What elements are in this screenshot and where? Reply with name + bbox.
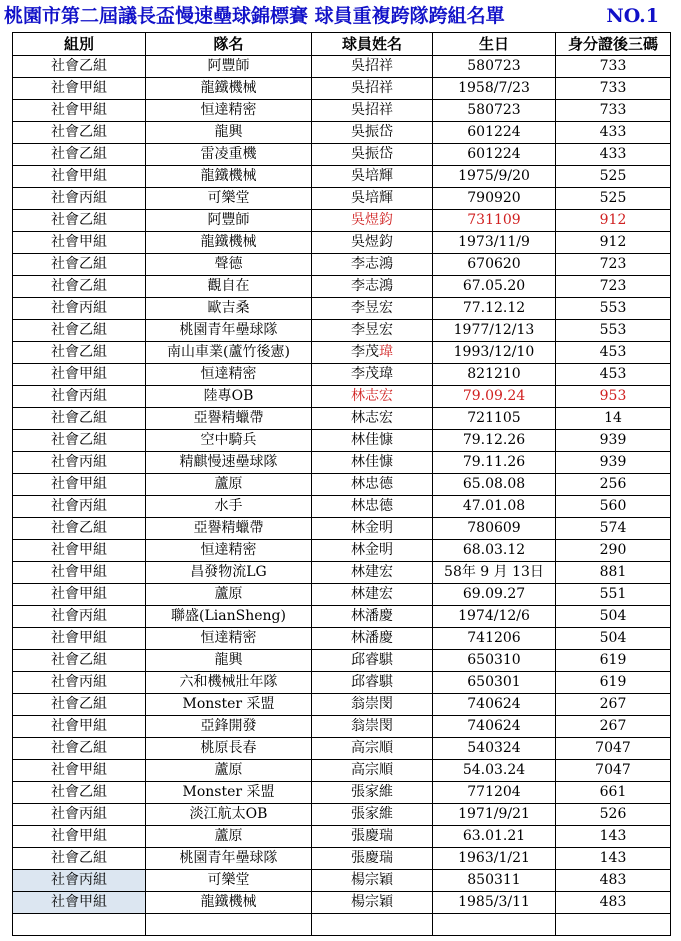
cell-team[interactable]: 昌發物流LG [146,562,312,584]
cell-id-last3[interactable]: 560 [556,496,671,518]
cell-team[interactable]: 蘆原 [146,760,312,782]
cell-id-last3[interactable]: 939 [556,430,671,452]
table-row [13,474,671,496]
cell-player-name[interactable] [312,342,433,364]
cell-birthday[interactable]: 740624 [433,694,556,716]
cell-id-last3[interactable]: 553 [556,298,671,320]
cell-birthday[interactable]: 1974/12/6 [433,606,556,628]
cell-id-last3[interactable]: 551 [556,584,671,606]
cell-group[interactable]: 社會甲組 [13,562,146,584]
cell-id-last3[interactable]: 912 [556,232,671,254]
cell-birthday[interactable]: 65.08.08 [433,474,556,496]
cell-group[interactable]: 社會丙組 [13,386,146,408]
cell-player-name[interactable]: 林潘慶 [312,628,433,650]
cell-player-name[interactable]: 吳煜鈞 [312,210,433,232]
table-row [13,848,671,870]
cell-id-last3[interactable]: 574 [556,518,671,540]
cell-team[interactable]: 龍鐵機械 [146,892,312,914]
column-header-id-last3[interactable]: 身分證後三碼 [556,33,671,56]
cell-team[interactable]: 聲德 [146,254,312,276]
cell-birthday[interactable]: 721105 [433,408,556,430]
cell-birthday[interactable]: 79.12.26 [433,430,556,452]
cell-team[interactable]: 龍鐵機械 [146,232,312,254]
column-header-group[interactable]: 組別 [13,33,146,56]
cell-team[interactable]: 桃原長春 [146,738,312,760]
cell-team[interactable]: 阿豐師 [146,210,312,232]
cell-id-last3[interactable]: 504 [556,606,671,628]
cell-group[interactable]: 社會丙組 [13,804,146,826]
cell-id-last3[interactable]: 733 [556,78,671,100]
cell-birthday[interactable]: 63.01.21 [433,826,556,848]
player-name-highlight-part: 瑋 [379,344,393,360]
cell-group[interactable]: 社會甲組 [13,628,146,650]
cell-player-name[interactable]: 吳培輝 [312,188,433,210]
cell-id-last3[interactable]: 526 [556,804,671,826]
cell-group[interactable]: 社會乙組 [13,738,146,760]
cell-team[interactable]: 可樂堂 [146,870,312,892]
cell-id-last3[interactable]: 733 [556,100,671,122]
empty-cell[interactable] [312,914,433,936]
column-header-player-name[interactable]: 球員姓名 [312,33,433,56]
cell-id-last3[interactable]: 267 [556,716,671,738]
table-row [13,782,671,804]
cell-team[interactable]: 阿豐師 [146,56,312,78]
cell-birthday[interactable]: 650310 [433,650,556,672]
cell-player-name[interactable]: 楊宗穎 [312,870,433,892]
player-name-part: 李茂 [351,344,379,360]
table-row [13,254,671,276]
cell-player-name[interactable]: 楊宗穎 [312,892,433,914]
cell-id-last3[interactable]: 453 [556,342,671,364]
cell-id-last3[interactable]: 290 [556,540,671,562]
table-row [13,606,671,628]
table-row [13,892,671,914]
table-row [13,166,671,188]
table-row [13,628,671,650]
cell-birthday[interactable]: 79.11.26 [433,452,556,474]
cell-group[interactable]: 社會乙組 [13,518,146,540]
cell-id-last3[interactable]: 14 [556,408,671,430]
cell-id-last3[interactable]: 525 [556,188,671,210]
cell-birthday[interactable]: 67.05.20 [433,276,556,298]
cell-team[interactable]: Monster 采盟 [146,782,312,804]
cell-birthday[interactable]: 540324 [433,738,556,760]
cell-id-last3[interactable]: 881 [556,562,671,584]
cell-birthday[interactable]: 580723 [433,100,556,122]
cell-birthday[interactable]: 740624 [433,716,556,738]
cell-team[interactable]: 精麒慢速壘球隊 [146,452,312,474]
cell-group[interactable]: 社會甲組 [13,760,146,782]
table-row [13,518,671,540]
cell-birthday[interactable]: 670620 [433,254,556,276]
table-row [13,430,671,452]
cell-player-name[interactable]: 吳招祥 [312,78,433,100]
cell-id-last3[interactable]: 483 [556,870,671,892]
table-row [13,650,671,672]
cell-group[interactable]: 社會乙組 [13,430,146,452]
table-row [13,826,671,848]
cell-id-last3[interactable]: 661 [556,782,671,804]
cell-group[interactable]: 社會丙組 [13,606,146,628]
title-number: NO.1 [606,5,659,27]
cell-player-name[interactable]: 高宗順 [312,738,433,760]
table-row [13,320,671,342]
cell-birthday[interactable]: 47.01.08 [433,496,556,518]
cell-group[interactable]: 社會乙組 [13,56,146,78]
cell-group[interactable]: 社會乙組 [13,144,146,166]
column-header-birthday[interactable]: 生日 [433,33,556,56]
cell-player-name[interactable]: 李茂瑋 [312,364,433,386]
table-row [13,716,671,738]
cell-id-last3[interactable]: 7047 [556,738,671,760]
cell-birthday[interactable]: 850311 [433,870,556,892]
cell-birthday[interactable]: 1985/3/11 [433,892,556,914]
cell-group[interactable]: 社會甲組 [13,474,146,496]
cell-player-name[interactable]: 林忠德 [312,474,433,496]
cell-birthday[interactable]: 780609 [433,518,556,540]
table-row [13,694,671,716]
table-row [13,672,671,694]
cell-id-last3[interactable]: 525 [556,166,671,188]
cell-team[interactable]: 桃園青年壘球隊 [146,848,312,870]
cell-group[interactable]: 社會乙組 [13,848,146,870]
cell-team[interactable]: 恒達精密 [146,100,312,122]
cell-group[interactable]: 社會甲組 [13,540,146,562]
cell-group[interactable]: 社會丙組 [13,672,146,694]
cell-team[interactable]: 歐吉桑 [146,298,312,320]
table-row [13,408,671,430]
cell-player-name[interactable]: 林佳慷 [312,430,433,452]
table-row [13,562,671,584]
cell-birthday[interactable]: 821210 [433,364,556,386]
empty-row [13,914,671,936]
cell-group[interactable]: 社會甲組 [13,100,146,122]
cell-group[interactable]: 社會丙組 [13,496,146,518]
cell-birthday[interactable]: 58年 9 月 13日 [433,562,556,584]
cell-player-name[interactable]: 吳振岱 [312,122,433,144]
cell-group[interactable]: 社會甲組 [13,892,146,914]
empty-cell[interactable] [556,914,671,936]
cell-team[interactable]: 可樂堂 [146,188,312,210]
table-row [13,232,671,254]
table-row [13,56,671,78]
cell-id-last3[interactable]: 267 [556,694,671,716]
cell-group[interactable]: 社會乙組 [13,276,146,298]
cell-birthday[interactable]: 1973/11/9 [433,232,556,254]
cell-id-last3[interactable]: 483 [556,892,671,914]
roster-table [12,32,671,936]
table-row [13,452,671,474]
cell-id-last3[interactable]: 953 [556,386,671,408]
cell-birthday[interactable]: 741206 [433,628,556,650]
cell-team[interactable]: 龍興 [146,650,312,672]
cell-player-name[interactable]: 林金明 [312,518,433,540]
cell-team[interactable]: 六和機械壯年隊 [146,672,312,694]
cell-birthday[interactable]: 650301 [433,672,556,694]
cell-group[interactable]: 社會甲組 [13,166,146,188]
table-row [13,100,671,122]
table-row [13,276,671,298]
cell-id-last3[interactable]: 619 [556,672,671,694]
empty-cell[interactable] [13,914,146,936]
table-row [13,804,671,826]
cell-birthday[interactable]: 54.03.24 [433,760,556,782]
cell-group[interactable]: 社會甲組 [13,584,146,606]
cell-team[interactable]: 水手 [146,496,312,518]
cell-birthday[interactable]: 580723 [433,56,556,78]
cell-team[interactable]: 觀自在 [146,276,312,298]
cell-player-name[interactable]: 林志宏 [312,408,433,430]
cell-player-name[interactable]: 吳培輝 [312,166,433,188]
empty-cell[interactable] [146,914,312,936]
cell-team[interactable]: 淡江航太OB [146,804,312,826]
cell-player-name[interactable]: 張慶瑞 [312,848,433,870]
cell-birthday[interactable]: 68.03.12 [433,540,556,562]
cell-player-name[interactable]: 林忠德 [312,496,433,518]
cell-group[interactable]: 社會乙組 [13,122,146,144]
cell-group[interactable]: 社會甲組 [13,364,146,386]
cell-group[interactable]: 社會乙組 [13,650,146,672]
cell-group[interactable]: 社會丙組 [13,452,146,474]
cell-group[interactable]: 社會甲組 [13,826,146,848]
cell-group[interactable]: 社會乙組 [13,254,146,276]
cell-id-last3[interactable]: 723 [556,254,671,276]
table-row [13,540,671,562]
cell-group[interactable]: 社會乙組 [13,408,146,430]
cell-id-last3[interactable]: 433 [556,122,671,144]
cell-team[interactable]: 聯盛(LianSheng) [146,606,312,628]
cell-birthday[interactable]: 1958/7/23 [433,78,556,100]
cell-team[interactable]: 龍興 [146,122,312,144]
cell-player-name[interactable]: 李志鴻 [312,254,433,276]
cell-id-last3[interactable]: 504 [556,628,671,650]
cell-group[interactable]: 社會丙組 [13,870,146,892]
cell-birthday[interactable]: 601224 [433,144,556,166]
sheet-title [0,0,681,32]
cell-player-name[interactable]: 吳招祥 [312,100,433,122]
cell-birthday[interactable]: 771204 [433,782,556,804]
cell-group[interactable]: 社會乙組 [13,694,146,716]
cell-team[interactable]: 空中騎兵 [146,430,312,452]
cell-group[interactable]: 社會丙組 [13,298,146,320]
cell-id-last3[interactable]: 143 [556,826,671,848]
cell-birthday[interactable]: 1977/12/13 [433,320,556,342]
cell-birthday[interactable]: 79.09.24 [433,386,556,408]
cell-id-last3[interactable]: 723 [556,276,671,298]
table-row [13,364,671,386]
cell-team[interactable]: 桃園青年壘球隊 [146,320,312,342]
cell-team[interactable]: 亞譽精蠟帶 [146,518,312,540]
cell-player-name[interactable]: 邱睿騏 [312,650,433,672]
column-header-team[interactable]: 隊名 [146,33,312,56]
cell-player-name[interactable]: 林志宏 [312,386,433,408]
roster-body [13,56,671,936]
cell-id-last3[interactable]: 733 [556,56,671,78]
table-row [13,870,671,892]
table-row [13,738,671,760]
cell-player-name[interactable]: 林金明 [312,540,433,562]
cell-id-last3[interactable]: 619 [556,650,671,672]
cell-birthday[interactable]: 77.12.12 [433,298,556,320]
cell-team[interactable]: 南山車業(蘆竹後憲) [146,342,312,364]
cell-team[interactable]: Monster 采盟 [146,694,312,716]
cell-id-last3[interactable]: 553 [556,320,671,342]
cell-player-name[interactable]: 吳煜鈞 [312,232,433,254]
cell-team[interactable]: 蘆原 [146,474,312,496]
cell-player-name[interactable]: 林潘慶 [312,606,433,628]
cell-player-name[interactable]: 林建宏 [312,584,433,606]
cell-player-name[interactable]: 翁崇閔 [312,716,433,738]
cell-player-name[interactable]: 吳振岱 [312,144,433,166]
cell-player-name[interactable]: 張家維 [312,804,433,826]
cell-id-last3[interactable]: 256 [556,474,671,496]
table-row [13,188,671,210]
cell-group[interactable]: 社會乙組 [13,342,146,364]
cell-birthday[interactable]: 1971/9/21 [433,804,556,826]
cell-id-last3[interactable]: 143 [556,848,671,870]
cell-id-last3[interactable]: 912 [556,210,671,232]
table-row [13,122,671,144]
cell-player-name[interactable]: 李昱宏 [312,320,433,342]
cell-group[interactable]: 社會乙組 [13,782,146,804]
cell-player-name[interactable]: 翁崇閔 [312,694,433,716]
cell-team[interactable]: 恒達精密 [146,628,312,650]
cell-team[interactable]: 龍鐵機械 [146,166,312,188]
cell-player-name[interactable]: 林佳慷 [312,452,433,474]
table-row [13,760,671,782]
cell-team[interactable]: 恒達精密 [146,364,312,386]
cell-group[interactable]: 社會乙組 [13,320,146,342]
cell-team[interactable]: 蘆原 [146,826,312,848]
cell-team[interactable]: 雷凌重機 [146,144,312,166]
cell-player-name[interactable]: 李昱宏 [312,298,433,320]
cell-birthday[interactable]: 790920 [433,188,556,210]
cell-player-name[interactable]: 林建宏 [312,562,433,584]
cell-birthday[interactable]: 69.09.27 [433,584,556,606]
cell-id-last3[interactable]: 453 [556,364,671,386]
cell-birthday[interactable]: 1963/1/21 [433,848,556,870]
title-text: 桃園市第二屆議長盃慢速壘球錦標賽 球員重複跨隊跨組名單 [4,5,505,27]
cell-group[interactable]: 社會乙組 [13,210,146,232]
empty-cell[interactable] [433,914,556,936]
cell-team[interactable]: 蘆原 [146,584,312,606]
header-row [13,33,671,56]
cell-birthday[interactable]: 731109 [433,210,556,232]
table-row [13,144,671,166]
cell-group[interactable]: 社會甲組 [13,232,146,254]
cell-birthday[interactable]: 601224 [433,122,556,144]
cell-birthday[interactable]: 1993/12/10 [433,342,556,364]
cell-id-last3[interactable]: 939 [556,452,671,474]
cell-id-last3[interactable]: 433 [556,144,671,166]
cell-group[interactable]: 社會甲組 [13,716,146,738]
table-row [13,78,671,100]
cell-group[interactable]: 社會甲組 [13,78,146,100]
table-row [13,342,671,364]
table-row [13,298,671,320]
cell-team[interactable]: 恒達精密 [146,540,312,562]
cell-player-name[interactable]: 吳招祥 [312,56,433,78]
cell-player-name[interactable]: 李志鴻 [312,276,433,298]
cell-team[interactable]: 亞譽精蠟帶 [146,408,312,430]
cell-group[interactable]: 社會丙組 [13,188,146,210]
cell-player-name[interactable]: 張家維 [312,782,433,804]
cell-team[interactable]: 陸專OB [146,386,312,408]
cell-player-name[interactable]: 張慶瑞 [312,826,433,848]
table-row [13,584,671,606]
table-row [13,210,671,232]
cell-player-name[interactable]: 邱睿騏 [312,672,433,694]
cell-team[interactable]: 龍鐵機械 [146,78,312,100]
table-row [13,496,671,518]
cell-id-last3[interactable]: 7047 [556,760,671,782]
cell-birthday[interactable]: 1975/9/20 [433,166,556,188]
table-row [13,386,671,408]
cell-team[interactable]: 亞鋒開發 [146,716,312,738]
cell-player-name[interactable]: 高宗順 [312,760,433,782]
